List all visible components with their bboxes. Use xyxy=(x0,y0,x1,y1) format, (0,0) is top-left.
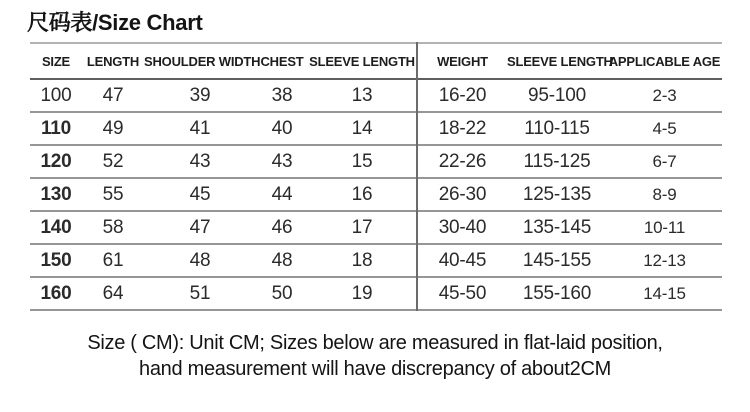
cell-weight: 45-50 xyxy=(417,277,507,310)
cell-weight: 40-45 xyxy=(417,244,507,277)
cell-applicable-age: 4-5 xyxy=(652,118,677,138)
cell-shoulder-width: 48 xyxy=(189,249,211,271)
cell-sleeve-length: 15 xyxy=(351,150,373,172)
cell-length: 61 xyxy=(102,249,124,271)
column-header-length: LENGTH xyxy=(86,53,140,69)
measurement-note xyxy=(0,330,750,382)
cell-applicable-age: 10-11 xyxy=(643,217,686,237)
cell-sleeve-length: 13 xyxy=(351,84,373,106)
cell-weight: 16-20 xyxy=(417,79,507,112)
cell-chest: 40 xyxy=(271,117,293,139)
cell-shoulder-width: 45 xyxy=(189,183,211,205)
cell-chest: 38 xyxy=(271,84,293,106)
cell-shoulder-width: 39 xyxy=(189,84,211,106)
cell-chest: 43 xyxy=(271,150,293,172)
cell-size: 140 xyxy=(40,216,72,238)
table-row-size-150 xyxy=(30,244,722,277)
cell-length: 55 xyxy=(102,183,124,205)
cell-applicable-age: 12-13 xyxy=(643,250,686,270)
cell-sleeve-length-2: 155-160 xyxy=(522,282,592,304)
cell-length: 49 xyxy=(102,117,124,139)
cell-sleeve-length: 16 xyxy=(351,183,373,205)
cell-shoulder-width: 41 xyxy=(189,117,211,139)
table-row-size-140 xyxy=(30,211,722,244)
table-row-size-110 xyxy=(30,112,722,145)
column-header-sleeve-length-2: SLEEVE LENGTH xyxy=(507,53,613,69)
table-row-size-100 xyxy=(30,79,722,112)
cell-length: 58 xyxy=(102,216,124,238)
cell-chest: 48 xyxy=(271,249,293,271)
cell-chest: 44 xyxy=(271,183,293,205)
cell-size: 130 xyxy=(40,183,72,205)
cell-applicable-age: 14-15 xyxy=(643,283,686,303)
column-header-chest: CHEST xyxy=(260,53,304,69)
cell-length: 52 xyxy=(102,150,124,172)
measurement-note-line2: hand measurement will have discrepancy of about2CM xyxy=(139,358,611,380)
column-header-size: SIZE xyxy=(41,53,71,69)
cell-sleeve-length-2: 135-145 xyxy=(522,216,592,238)
cell-sleeve-length: 17 xyxy=(351,216,373,238)
cell-applicable-age: 2-3 xyxy=(652,85,677,105)
cell-sleeve-length: 19 xyxy=(351,282,373,304)
cell-size: 100 xyxy=(40,84,72,106)
cell-applicable-age: 8-9 xyxy=(652,184,677,204)
cell-sleeve-length: 18 xyxy=(351,249,373,271)
table-row-size-130 xyxy=(30,178,722,211)
cell-weight: 30-40 xyxy=(417,211,507,244)
column-header-weight: WEIGHT xyxy=(417,43,507,79)
header-row xyxy=(30,43,722,79)
cell-sleeve-length: 14 xyxy=(351,117,373,139)
cell-size: 110 xyxy=(40,117,72,139)
cell-shoulder-width: 43 xyxy=(189,150,211,172)
cell-length: 47 xyxy=(102,84,124,106)
cell-size: 120 xyxy=(40,150,72,172)
column-header-sleeve-length: SLEEVE LENGTH xyxy=(309,53,415,69)
cell-sleeve-length-2: 115-125 xyxy=(523,150,591,172)
cell-weight: 18-22 xyxy=(417,112,507,145)
cell-size: 150 xyxy=(40,249,72,271)
cell-sleeve-length-2: 95-100 xyxy=(528,84,586,106)
cell-sleeve-length-2: 145-155 xyxy=(522,249,592,271)
column-header-shoulder-width: SHOULDER WIDTH xyxy=(144,53,261,69)
cell-applicable-age: 6-7 xyxy=(652,151,677,171)
cell-shoulder-width: 47 xyxy=(189,216,211,238)
measurement-note-line1: Size ( CM): Unit CM; Sizes below are measured in flat-laid position, xyxy=(87,332,663,354)
cell-chest: 46 xyxy=(271,216,293,238)
cell-weight: 26-30 xyxy=(417,178,507,211)
cell-shoulder-width: 51 xyxy=(189,282,211,304)
page-title: 尺码表/Size Chart xyxy=(27,10,203,35)
size-chart-table xyxy=(30,42,722,311)
table-row-size-160 xyxy=(30,277,722,310)
cell-length: 64 xyxy=(102,282,124,304)
column-header-applicable-age: APPLICABLE AGE xyxy=(608,53,721,69)
cell-chest: 50 xyxy=(271,282,293,304)
table-row-size-120 xyxy=(30,145,722,178)
cell-weight: 22-26 xyxy=(417,145,507,178)
cell-size: 160 xyxy=(40,282,72,304)
cell-sleeve-length-2: 110-115 xyxy=(524,117,590,139)
cell-sleeve-length-2: 125-135 xyxy=(522,183,592,205)
